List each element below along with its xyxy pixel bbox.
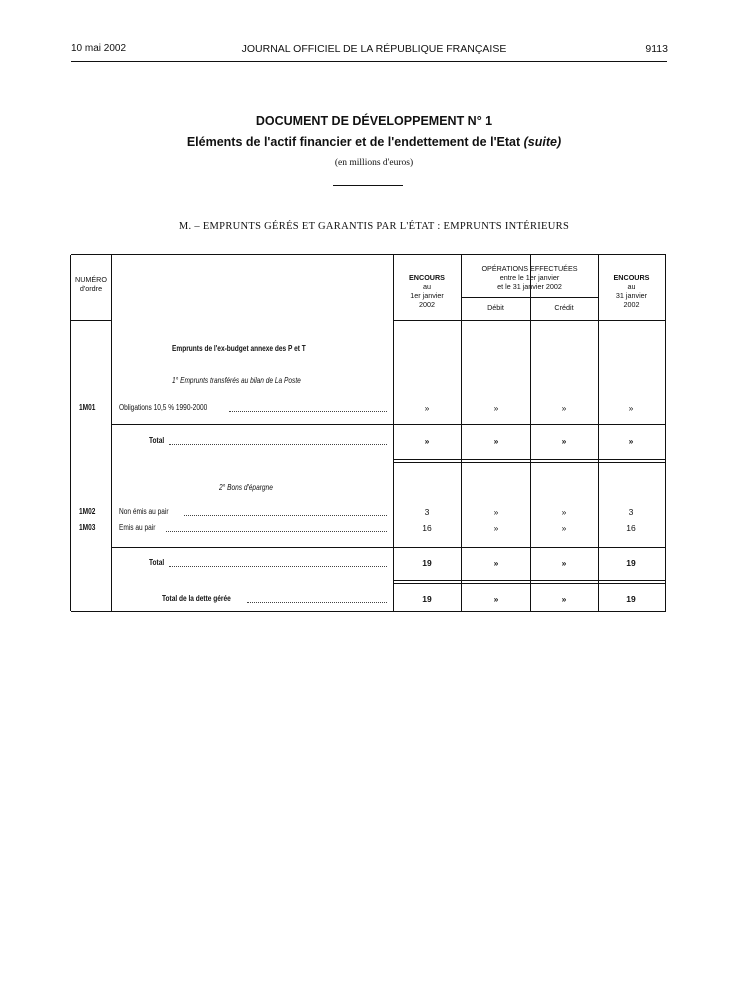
row-rule [393, 462, 665, 463]
encours-fin-value: 16 [626, 523, 636, 533]
header-numero [71, 275, 111, 293]
header-encours-debut [393, 273, 461, 309]
header-numero-line: NUMÉRO [75, 275, 107, 284]
debit-value: » [493, 558, 499, 568]
row-rule [111, 424, 665, 425]
encours-fin-value: 19 [626, 558, 636, 568]
encours-debut-value: 3 [424, 507, 430, 517]
debt-table [71, 254, 666, 612]
credit-value: » [561, 403, 567, 413]
row-label: Obligations 10,5 % 1990-2000 [119, 403, 208, 412]
dot-leader [166, 531, 387, 532]
credit-value: » [561, 523, 567, 533]
encours-fin-value: 19 [626, 594, 636, 604]
header-rule-line [71, 320, 111, 321]
encours-debut-value: » [424, 436, 430, 446]
row-rule [393, 459, 665, 460]
header-line: au [423, 282, 431, 291]
grand-total-label: Total de la dette gérée [162, 594, 231, 603]
total-label: Total [149, 558, 165, 567]
table-border-right [665, 255, 666, 611]
row-rule [393, 580, 665, 581]
table-border-left [70, 255, 71, 611]
credit-value: » [561, 558, 567, 568]
document-subtitle [0, 135, 748, 149]
header-rule-line [393, 320, 665, 321]
unit-note: (en millions d'euros) [334, 158, 414, 168]
dot-leader [169, 444, 387, 445]
encours-fin-value: » [628, 403, 634, 413]
encours-debut-value: 19 [422, 594, 432, 604]
page-number: 9113 [645, 43, 668, 55]
credit-value: » [561, 594, 567, 604]
encours-debut-value: 19 [422, 558, 432, 568]
credit-value: » [561, 507, 567, 517]
debit-value: » [493, 436, 499, 446]
operations-rule-line [461, 297, 598, 298]
encours-fin-value: » [628, 436, 634, 446]
header-line: et le 31 janvier 2002 [497, 282, 562, 291]
header-encours-fin [598, 273, 665, 309]
debit-value: » [493, 594, 499, 604]
total-label: Total [149, 436, 165, 445]
header-line: entre le 1er janvier [499, 273, 560, 282]
header-line: 31 janvier [615, 291, 648, 300]
header-credit: Crédit [554, 303, 574, 312]
debit-value: » [493, 507, 499, 517]
credit-value: » [561, 436, 567, 446]
column-divider [111, 255, 112, 611]
row-rule [393, 583, 665, 584]
header-line: au [627, 282, 636, 291]
header-rule [71, 61, 667, 62]
section-title: M. – EMPRUNTS GÉRÉS ET GARANTIS PAR L'ÉTAT : EMPRUNTS INTÉRIEURS [178, 221, 570, 232]
header-numero-line: d'ordre [79, 284, 103, 293]
section-subheading: 2° Bons d'épargne [219, 483, 273, 492]
row-label: Non émis au pair [119, 507, 169, 516]
header-operations [461, 264, 598, 291]
subtitle-suffix: (suite) [523, 135, 562, 149]
document-title: DOCUMENT DE DÉVELOPPEMENT N° 1 [255, 114, 493, 128]
header-date: 10 mai 2002 [71, 43, 127, 54]
dot-leader [169, 566, 387, 567]
header-line: 2002 [623, 300, 640, 309]
title-rule [333, 185, 403, 186]
section-heading: Emprunts de l'ex-budget annexe des P et T [172, 344, 306, 353]
row-code: 1M01 [79, 403, 96, 412]
debit-value: » [493, 523, 499, 533]
encours-fin-value: 3 [628, 507, 634, 517]
row-code: 1M02 [79, 507, 96, 516]
header-line: OPÉRATIONS EFFECTUÉES [481, 264, 578, 273]
row-code: 1M03 [79, 523, 96, 532]
header-line: ENCOURS [613, 273, 650, 282]
dot-leader [184, 515, 387, 516]
debit-value: » [493, 403, 499, 413]
header-line: ENCOURS [409, 273, 445, 282]
header-debit: Débit [487, 303, 504, 312]
dot-leader [229, 411, 387, 412]
header-line: 1er janvier [410, 291, 444, 300]
dot-leader [247, 602, 387, 603]
header-line: 2002 [419, 300, 435, 309]
row-label: Emis au pair [119, 523, 156, 532]
journal-title: JOURNAL OFFICIEL DE LA RÉPUBLIQUE FRANÇAISE [241, 43, 507, 55]
row-rule [111, 547, 665, 548]
encours-debut-value: » [424, 403, 430, 413]
subtitle-text: Eléments de l'actif financier et de l'endettement de l'Etat [186, 135, 521, 149]
section-subheading: 1° Emprunts transférés au bilan de La Poste [172, 376, 301, 385]
encours-debut-value: 16 [422, 523, 432, 533]
